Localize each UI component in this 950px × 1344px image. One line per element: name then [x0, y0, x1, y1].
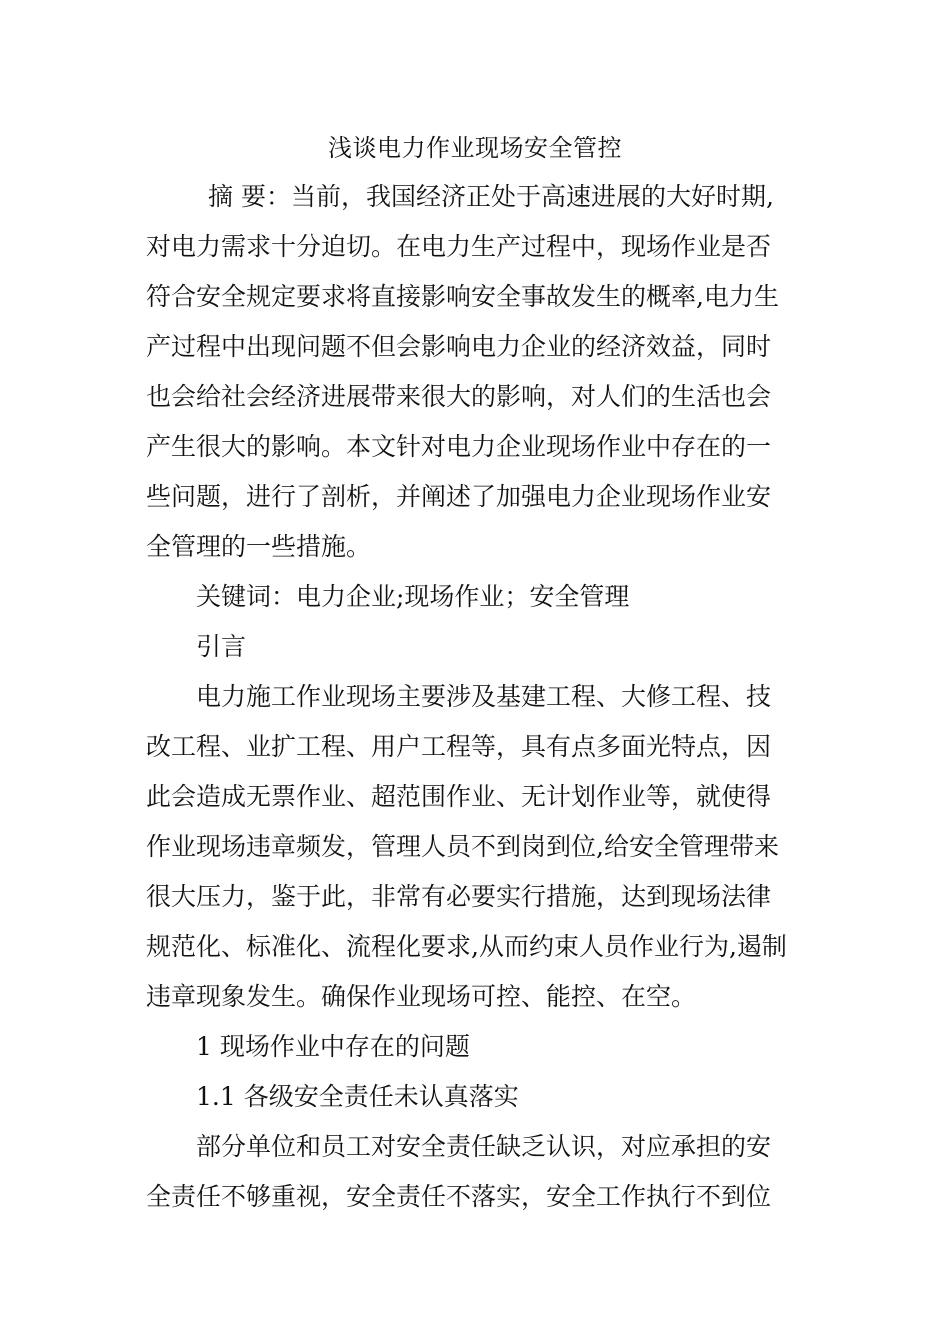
section-1-1-heading: 1.1 各级安全责任未认真落实	[196, 1082, 519, 1111]
abstract-line-6: 产生很大的影响。本文针对电力企业现场作业中存在的一	[146, 432, 772, 461]
intro-line-3: 此会造成无票作业、超范围作业、无计划作业等，就使得	[146, 782, 772, 811]
abstract-line-8: 全管理的一些措施。	[146, 532, 372, 561]
intro-line-2: 改工程、业扩工程、用户工程等，具有点多面光特点，因	[146, 732, 772, 761]
section-1-1-line-2: 全责任不够重视，安全责任不落实，安全工作执行不到位	[146, 1182, 772, 1211]
abstract-line-1: 摘 要：当前，我国经济正处于高速进展的大好时期,	[208, 182, 774, 211]
section-1-heading: 1 现场作业中存在的问题	[196, 1032, 470, 1061]
abstract-line-5: 也会给社会经济进展带来很大的影响，对人们的生活也会	[146, 382, 772, 411]
intro-line-7: 违章现象发生。确保作业现场可控、能控、在空。	[146, 982, 697, 1011]
intro-line-1: 电力施工作业现场主要涉及基建工程、大修工程、技	[196, 682, 772, 711]
section-1-1-line-1: 部分单位和员工对安全责任缺乏认识，对应承担的安	[196, 1132, 772, 1161]
intro-heading: 引言	[196, 632, 247, 661]
keywords-line: 关键词：电力企业;现场作业；安全管理	[196, 582, 630, 611]
abstract-line-7: 些问题，进行了剖析，并阐述了加强电力企业现场作业安	[146, 482, 772, 511]
abstract-line-3: 符合安全规定要求将直接影响安全事故发生的概率,电力生	[146, 282, 779, 311]
intro-line-6: 规范化、标准化、流程化要求,从而约束人员作业行为,遏制	[146, 932, 787, 961]
intro-line-5: 很大压力，鉴于此，非常有必要实行措施，达到现场法律	[146, 882, 772, 911]
abstract-line-2: 对电力需求十分迫切。在电力生产过程中，现场作业是否	[146, 232, 772, 261]
document-title: 浅谈电力作业现场安全管控	[328, 134, 622, 162]
intro-line-4: 作业现场违章频发，管理人员不到岗到位,给安全管理带来	[146, 832, 779, 861]
abstract-line-4: 产过程中出现问题不但会影响电力企业的经济效益，同时	[146, 332, 772, 361]
